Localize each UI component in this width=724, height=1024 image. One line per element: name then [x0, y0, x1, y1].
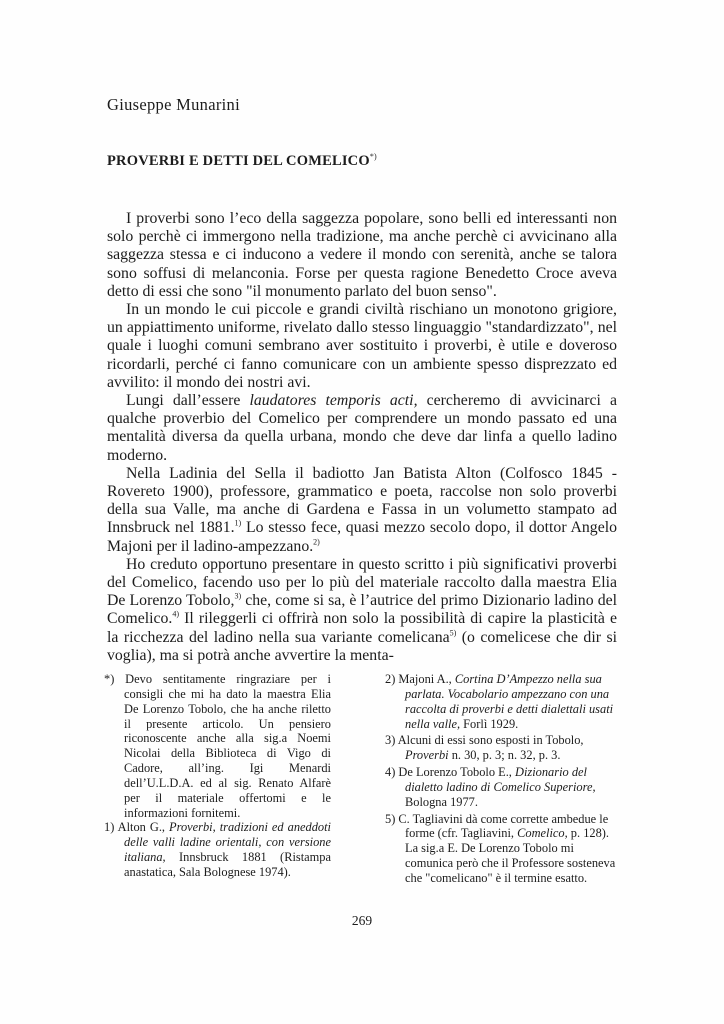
footnote-reference: 4) [172, 610, 180, 620]
italic-text: Dizionario del dialetto ladino di Comelico Superiore, [405, 765, 596, 794]
italic-text: laudatores temporis acti, [249, 392, 418, 410]
body-paragraph [107, 465, 617, 556]
body-paragraph [107, 301, 617, 392]
text-run: che, come si sa, è l’autrice del primo Dizionario ladino del Comelico. [107, 592, 617, 628]
footnote [385, 765, 617, 810]
article-title-text: PROVERBI E DETTI DEL COMELICO [107, 153, 370, 169]
italic-text: Comelico, [517, 826, 568, 841]
footnote-reference: 2) [313, 537, 320, 547]
footnote-reference: 1) [234, 519, 242, 529]
body-paragraph [107, 556, 617, 665]
text-run: In un mondo le cui piccole e grandi civiltà rischiano un monotono grigiore, un appiattimento uniforme, rivelato dallo stesso linguaggio "standardizzato", nel quale i luoghi comuni sembrano aver sostituito i proverbi, è utile e doveroso ricordarli, perché ci fanno comunicare con un ambiente spesso disprezzato ed avvilito: il mondo dei nostri avi. [107, 301, 617, 391]
text-run: 5) C. Tagliavini dà come corrette ambedue le forme (cfr. Tagliavini, [385, 811, 609, 841]
text-run: Bologna 1977. [405, 794, 478, 809]
body-paragraph [107, 210, 617, 301]
title-footnote-mark: *) [369, 152, 377, 162]
footnote-reference: 3) [234, 592, 242, 601]
footnote [385, 672, 617, 731]
body-paragraph [107, 392, 617, 465]
text-run: *) Devo sentitamente ringraziare per i consigli che mi ha dato la maestra Elia De Lorenzo Tobolo, che ha anche riletto il presente articolo. Un pensiero riconoscente anche alla sig.a Noemi Nicolai della Biblioteca di Vigo di Cadore, all’ing. Igi Menardi dell’U.L.D.A. ed al sig. Renato Alfarè per il materiale offertomi e le informazioni fornitemi. [104, 672, 331, 820]
text-run: Forlì 1929. [460, 716, 519, 731]
text-run: 4) De Lorenzo Tobolo E., [385, 765, 516, 780]
text-run: I proverbi sono l’eco della saggezza popolare, sono belli ed interessanti non solo perchè ci immergono nella tradizione, ma anche perchè ci avvicinano alla saggezza stessa e ci inducono a vedere il mondo con serenità, anche se talora sono soffusi di melanconia. Forse per questa ragione Benedetto Croce aveva detto di essi che sono "il monumento parlato del buon senso". [107, 210, 617, 300]
text-run: Lungi dall’essere [126, 392, 250, 410]
text-run: cercheremo di avvicinarci a qualche proverbio del Comelico per comprendere un mondo passato ed una mentalità diversa da quella urbana, mondo che deve dar linfa a quello ladino moderno. [107, 392, 617, 464]
text-run: 1) Alton G., [104, 820, 170, 835]
footnote [104, 672, 331, 820]
text-run: Lo stesso fece, quasi mezzo secolo dopo, il dottor Angelo Majoni per il ladino-ampezzano. [107, 519, 617, 555]
text-run: Nella Ladinia del Sella il badiotto Jan Batista Alton (Colfosco 1845 - Rovereto 1900), professore, grammatico e poeta, raccolse non solo proverbi della sua Valle, ma anche di Gardena e Fassa in un volumetto stampato ad Innsbruck nel 1881. [107, 464, 617, 537]
text-run: 2) Majoni A., [385, 672, 455, 686]
text-run: (o comelicese che dir si voglia), ma si potrà anche avvertire la menta- [107, 628, 617, 664]
article-title [107, 153, 377, 170]
footnotes-right-column [385, 672, 617, 888]
italic-text: Proverbi [405, 748, 449, 763]
footnote-reference: 5) [449, 628, 457, 638]
text-run: 3) Alcuni di essi sono esposti in Tobolo, [385, 733, 584, 748]
page-number: 269 [351, 913, 373, 928]
text-run: p. 128). La sig.a E. De Lorenzo Tobolo mi comunica però che il Professore sosteneva che "comelicano" è il termine esatto. [405, 826, 616, 885]
text-run: Il rileggerli ci offrirà non solo la possibilità di capire la plasticità e la ricchezza del ladino nella sua variante comelicana [107, 610, 617, 646]
italic-text: Proverbi, tradizioni ed aneddoti delle valli ladine orientali, con versione italiana, [124, 820, 331, 865]
text-run: n. 30, p. 3; n. 32, p. 3. [448, 748, 561, 763]
text-run: Innsbruck 1881 (Ristampa anastatica, Sala Bolognese 1974). [124, 850, 331, 879]
footnote [104, 820, 331, 879]
footnote [385, 733, 617, 763]
footnote [385, 812, 617, 886]
article-body [107, 210, 617, 665]
italic-text: Cortina D’Ampezzo nella sua parlata. Vocabolario ampezzano con una raccolta di proverbi e detti dialettali usati nella valle, [405, 672, 614, 731]
author-name: Giuseppe Munarini [107, 95, 240, 114]
text-run: Ho creduto opportuno presentare in questo scritto i più significativi proverbi del Comelico, facendo uso per lo più del materiale raccolto dalla maestra Elia De Lorenzo Tobolo, [107, 555, 617, 610]
footnotes-left-column [104, 672, 331, 880]
